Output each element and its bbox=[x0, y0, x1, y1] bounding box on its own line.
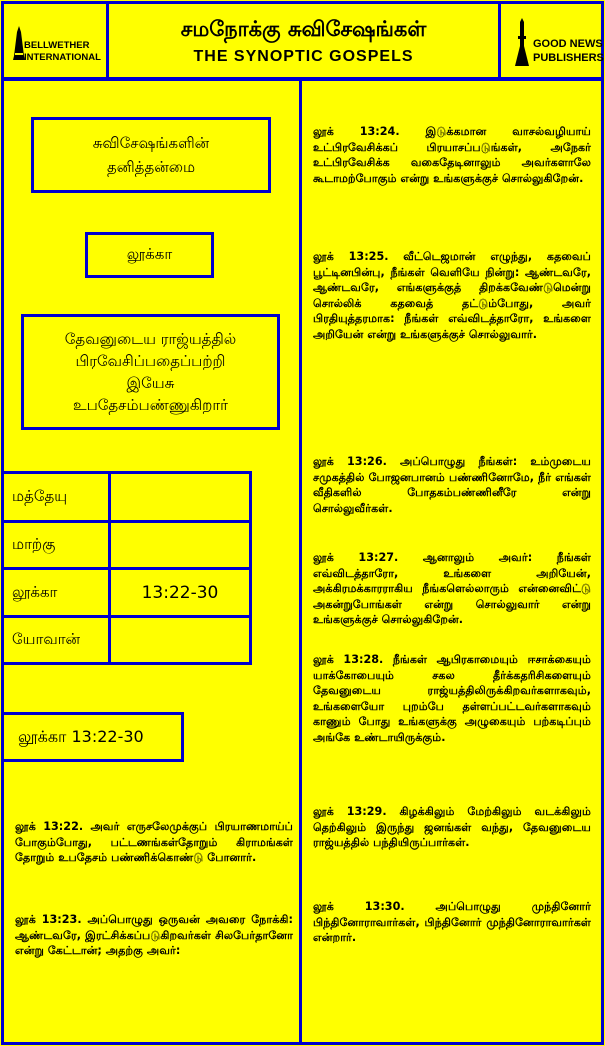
verse-13-24: லூக் 13:24. இடுக்கமான வாசல்வழியாய் உட்பிரவேசிக்கப் பிரயாசப்படுங்கள், அநேகர் உட்பிரவேசிக்க வகைதேடினாலும் அவர்களாலே கூடாமற்போகும் என்று உங்களுக்குச் சொல்லுகிறேன். bbox=[313, 125, 591, 185]
gospel-name: லூக்கா bbox=[126, 245, 173, 263]
verse-13-23: லூக் 13:23. அப்பொழுது ஒருவன் அவரை நோக்கி: ஆண்டவரே, இரட்சிக்கப்படுகிறவர்கள் சிலபேர்தானோ என்று கேட்டான்; அதற்கு அவர்: bbox=[15, 913, 293, 957]
table-row-mark-ref bbox=[108, 520, 252, 570]
table-row-luke-ref bbox=[108, 567, 252, 618]
table-row-mark-book bbox=[1, 520, 111, 570]
bellwether-line1: BELLWETHER bbox=[24, 39, 90, 51]
box1-line1: சுவிசேஷங்களின் bbox=[92, 134, 210, 152]
verse-13-26: லூக் 13:26. அப்பொழுது நீங்கள்: உம்முடைய சமுகத்தில் போஜனபானம் பண்ணினோமே, நீர் எங்கள் வீதிகளில் போதகம்பண்ணினீரே என்று சொல்லுவீர்கள். bbox=[313, 455, 591, 515]
goodnews-logo bbox=[498, 1, 604, 80]
bellwether-icon bbox=[13, 26, 25, 60]
ref-value: 13:22-30 bbox=[141, 582, 219, 603]
trumpet-icon bbox=[515, 18, 529, 66]
goodnews-logo-text bbox=[533, 37, 604, 65]
topic-line2: பிரவேசிப்பதைப்பற்றி bbox=[75, 352, 226, 370]
bellwether-logo-text bbox=[24, 40, 101, 64]
topic-line1: தேவனுடைய ராஜ்யத்தில் bbox=[64, 330, 237, 348]
passage-title-box bbox=[1, 712, 184, 762]
page-title-box bbox=[106, 1, 501, 80]
verse-13-30: லூக் 13:30. அப்பொழுது முந்தினோர் பிந்தினோராவார்கள், பிந்தினோர் முந்தினோராவார்கள் என்றார். bbox=[313, 900, 591, 944]
bellwether-logo bbox=[1, 1, 109, 80]
goodnews-line2: PUBLISHERS bbox=[533, 51, 604, 64]
table-row-luke-book bbox=[1, 567, 111, 618]
book-label: யோவான் bbox=[12, 630, 81, 648]
table-row-john-ref bbox=[108, 615, 252, 665]
verse-13-29: லூக் 13:29. கிழக்கிலும் மேற்கிலும் வடக்கிலும் தெற்கிலும் இருந்து ஜனங்கள் வந்து, தேவனுடைய ராஜ்யத்தில் பந்தியிருப்பார்கள். bbox=[313, 805, 591, 849]
book-label: மத்தேயு bbox=[12, 487, 68, 505]
passage-title: லூக்கா 13:22-30 bbox=[18, 726, 144, 746]
page-title-tamil: சமநோக்கு சுவிசேஷங்கள் bbox=[180, 16, 427, 41]
verse-13-28: லூக் 13:28. நீங்கள் ஆபிரகாமையும் ஈசாக்கையும் யாக்கோபையும் சகல தீர்க்கதரிசிகளையும் தேவனுடைய ராஜ்யத்திலிருக்கிறவர்களாகவும், உங்களையோ புறம்பே தள்ளப்பட்டவர்களாகவும் காணும் போது உங்களுக்கு அழுகையும் பற்கடிப்பும் அங்கே உண்டாயிருக்கும். bbox=[313, 653, 591, 744]
goodnews-line1: GOOD NEWS bbox=[533, 37, 603, 50]
box1-line2: தனித்தன்மை bbox=[106, 158, 196, 176]
parallel-table bbox=[1, 471, 252, 665]
verse-13-22: லூக் 13:22. அவர் எருசலேமுக்குப் பிரயாணமாய்ப் போகும்போது, பட்டணங்கள்தோறும் கிராமங்கள் தோறும் உபதேசம் பண்ணிக்கொண்டு போனார். bbox=[15, 820, 293, 864]
verse-13-25: லூக் 13:25. வீட்டெஜமான் எழுந்து, கதவைப் பூட்டினபின்பு, நீங்கள் வெளியே நின்று: ஆண்டவரே, ஆண்டவரே, எங்களுக்குத் திறக்கவேண்டுமென்று சொல்லிக் கதவைத் தட்டும்போது, அவர் பிரதியுத்தரமாக: நீங்கள் எவ்விடத்தாரோ, உங்களை அறியேன் என்று உங்களுக்குச் சொல்லுவார். bbox=[313, 250, 591, 341]
topic-line4: உபதேசம்பண்ணுகிறார் bbox=[72, 396, 229, 414]
table-row-john-book bbox=[1, 615, 111, 665]
book-label: மாற்கு bbox=[12, 535, 56, 553]
page-title-english: THE SYNOPTIC GOSPELS bbox=[193, 47, 414, 65]
gospel-name-box bbox=[85, 232, 214, 278]
book-label: லூக்கா bbox=[12, 582, 58, 601]
section-topic-box bbox=[21, 314, 280, 430]
gospel-uniqueness-box bbox=[31, 117, 271, 193]
table-row-matthew-book bbox=[1, 471, 111, 523]
topic-line3: இயேசு bbox=[126, 374, 175, 392]
verse-13-27: லூக் 13:27. ஆனாலும் அவர்: நீங்கள் எவ்விடத்தாரோ, உங்களை அறியேன், அக்கிரமக்காரராகிய நீங்களெல்லாரும் என்னைவிட்டு அகன்றுபோங்கள் என்று சொல்லுவார் என்று உங்களுக்குச் சொல்லுகிறேன். bbox=[313, 551, 591, 626]
bellwether-line2: INTERNATIONAL bbox=[24, 51, 101, 63]
table-row-matthew-ref bbox=[108, 471, 252, 523]
